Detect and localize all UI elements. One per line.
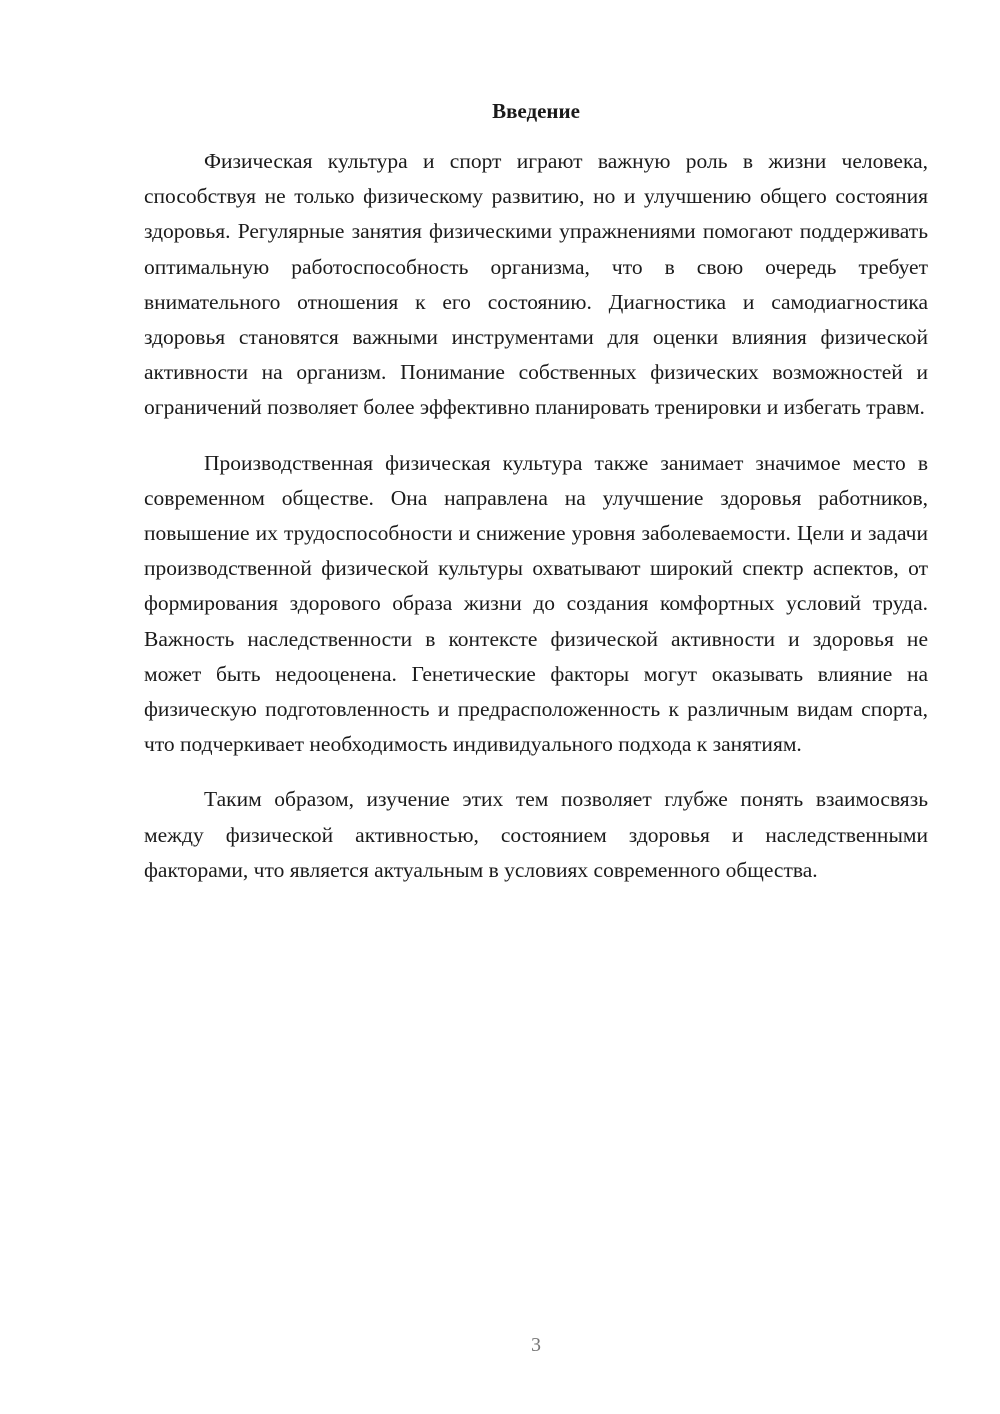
paragraph-1: Физическая культура и спорт играют важную роль в жизни человека, способствуя не только физическому развитию, но и улучшению общего состояния здоровья. Регулярные занятия физическими упражнениями помогают поддерживать оптимальную работоспособность организма, что в свою очередь требует внимательного отношения к его состоянию. Диагностика и самодиагностика здоровья становятся важными инструментами для оценки влияния физической активности на организм. Понимание собственных физических возможностей и ограничений позволяет более эффективно планировать тренировки и избегать травм. [144, 149, 928, 420]
paragraph-2: Производственная физическая культура также занимает значимое место в современном обществе. Она направлена на улучшение здоровья работников, повышение их трудоспособности и снижение уровня заболеваемости. Цели и задачи производственной физической культуры охватывают широкий спектр аспектов, от формирования здорового образа жизни до создания комфортных условий труда. Важность наследственности в контексте физической активности и здоровья не может быть недооценена. Генетические факторы могут оказывать влияние на физическую подготовленность и предрасположенность к различным видам спорта, что подчеркивает необходимость индивидуального подхода к занятиям. [144, 450, 928, 757]
section-title: Введение [492, 99, 580, 123]
paragraph-3: Таким образом, изучение этих тем позволяет глубже понять взаимосвязь между физической активностью, состоянием здоровья и наследственными факторами, что является актуальным в условиях современного общества. [144, 787, 928, 882]
page-content [144, 98, 928, 888]
page-number: 3 [531, 1334, 541, 1356]
